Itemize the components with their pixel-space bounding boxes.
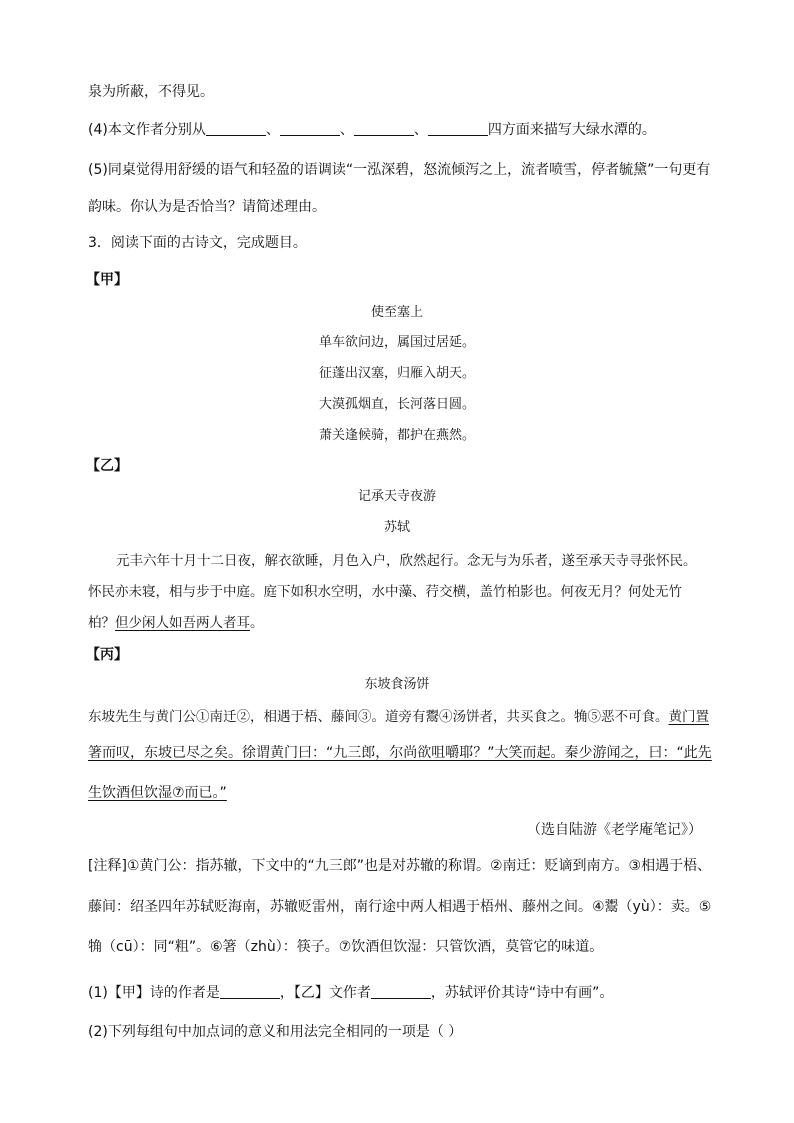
question-1-text: ，苏轼评价其诗“诗中有画”。 — [430, 985, 614, 1001]
answer-blank[interactable] — [354, 121, 414, 136]
question-1-text: (1)【甲】诗的作者是 — [88, 985, 220, 1001]
question-4-text: (4)本文作者分别从 — [88, 122, 206, 138]
prose-line: 元丰六年十月十二日夜，解衣欲睡，月色入户，欣然起行。念无与为乐者，遂至承天寺寻张怀民。 — [116, 553, 697, 569]
text-line: 泉为所蔽，不得见。 — [88, 84, 214, 100]
poem-verse: 大漠孤烟直，长河落日圆。 — [318, 397, 475, 412]
prose-text: 东坡先生与黄门公①南迁②，相遇于梧、藤间③。道旁有鬻④汤饼者，共买食之。觕⑤恶不可食。 — [88, 709, 669, 725]
underlined-sentence: 生饮酒但饮湿⑦而已。” — [88, 785, 227, 801]
question-5-line-1: (5)同桌觉得用舒缓的语气和轻盈的语调读“一泓深碧，怒流倾泻之上，流者喷雪，停者毓黛”一句更有 — [88, 162, 711, 178]
answer-blank[interactable] — [280, 121, 340, 136]
prose-line — [88, 707, 709, 727]
poem-title: 使至塞上 — [370, 305, 423, 320]
poem-verse: 征蓬出汉塞，归雁入胡天。 — [318, 366, 475, 381]
question-4: (4)本文作者分别从 、 、 、 四方面来描写大绿水潭的。 — [88, 122, 656, 138]
section-label-bing: 【丙】 — [86, 647, 128, 663]
source-citation: （选自陆游《老学庵笔记》） — [527, 822, 702, 838]
prose-title: 记承天寺夜游 — [357, 489, 436, 504]
answer-blank[interactable] — [220, 984, 280, 999]
prose-title: 东坡食汤饼 — [364, 677, 430, 692]
question-1 — [88, 983, 613, 1003]
question-1-text: ，【乙】文作者 — [279, 985, 371, 1001]
annotation-line: 藤间：绍圣四年苏轼贬海南，苏辙贬雷州，南行途中两人相遇于梧州、藤州之间。④鬻（yù）：卖。⑤ — [88, 899, 712, 915]
poem-verse: 萧关逢候骑，都护在燕然。 — [318, 428, 475, 443]
question-3-heading: 3．阅读下面的古诗文，完成题目。 — [88, 235, 307, 251]
question-2: (2)下列每组句中加点词的意义和用法完全相同的一项是（ ） — [88, 1024, 463, 1040]
answer-blank[interactable] — [428, 121, 488, 136]
prose-author: 苏轼 — [383, 520, 410, 535]
prose-text: 柏？ — [88, 615, 115, 631]
question-4-text-end: 四方面来描写大绿水潭的。 — [487, 122, 656, 138]
underlined-sentence: 黄门置 — [668, 709, 709, 725]
underlined-sentence: 但少闲人如吾两人者耳 — [115, 615, 250, 631]
poem-verse: 单车欲问边，属国过居延。 — [318, 335, 475, 350]
answer-blank[interactable] — [206, 121, 266, 136]
prose-line — [88, 613, 264, 633]
annotation-line: [注释]①黄门公：指苏辙，下文中的“九三郎”也是对苏辙的称谓。②南迁：贬谪到南方。③相遇于梧、 — [88, 858, 712, 874]
section-label-jia: 【甲】 — [86, 272, 128, 288]
annotation-line: 觕（cū）：同“粗”。⑥箸（zhù）：筷子。⑦饮酒但饮湿：只管饮酒，莫管它的味道。 — [88, 939, 604, 955]
prose-line: 怀民亦未寝，相与步于中庭。庭下如积水空明，水中藻、荇交横，盖竹柏影也。何夜无月？何处无竹 — [88, 584, 682, 600]
prose-text: 。 — [250, 615, 264, 631]
question-5-line-2: 韵味。你认为是否恰当？请简述理由。 — [88, 199, 326, 215]
section-label-yi: 【乙】 — [86, 458, 128, 474]
answer-blank[interactable] — [371, 984, 431, 999]
underlined-sentence: 箸而叹，东坡已尽之矣。徐谓黄门曰：“九三郎，尔尚欲咀嚼耶？”大笑而起。秦少游闻之，曰：“此先 — [88, 745, 712, 761]
